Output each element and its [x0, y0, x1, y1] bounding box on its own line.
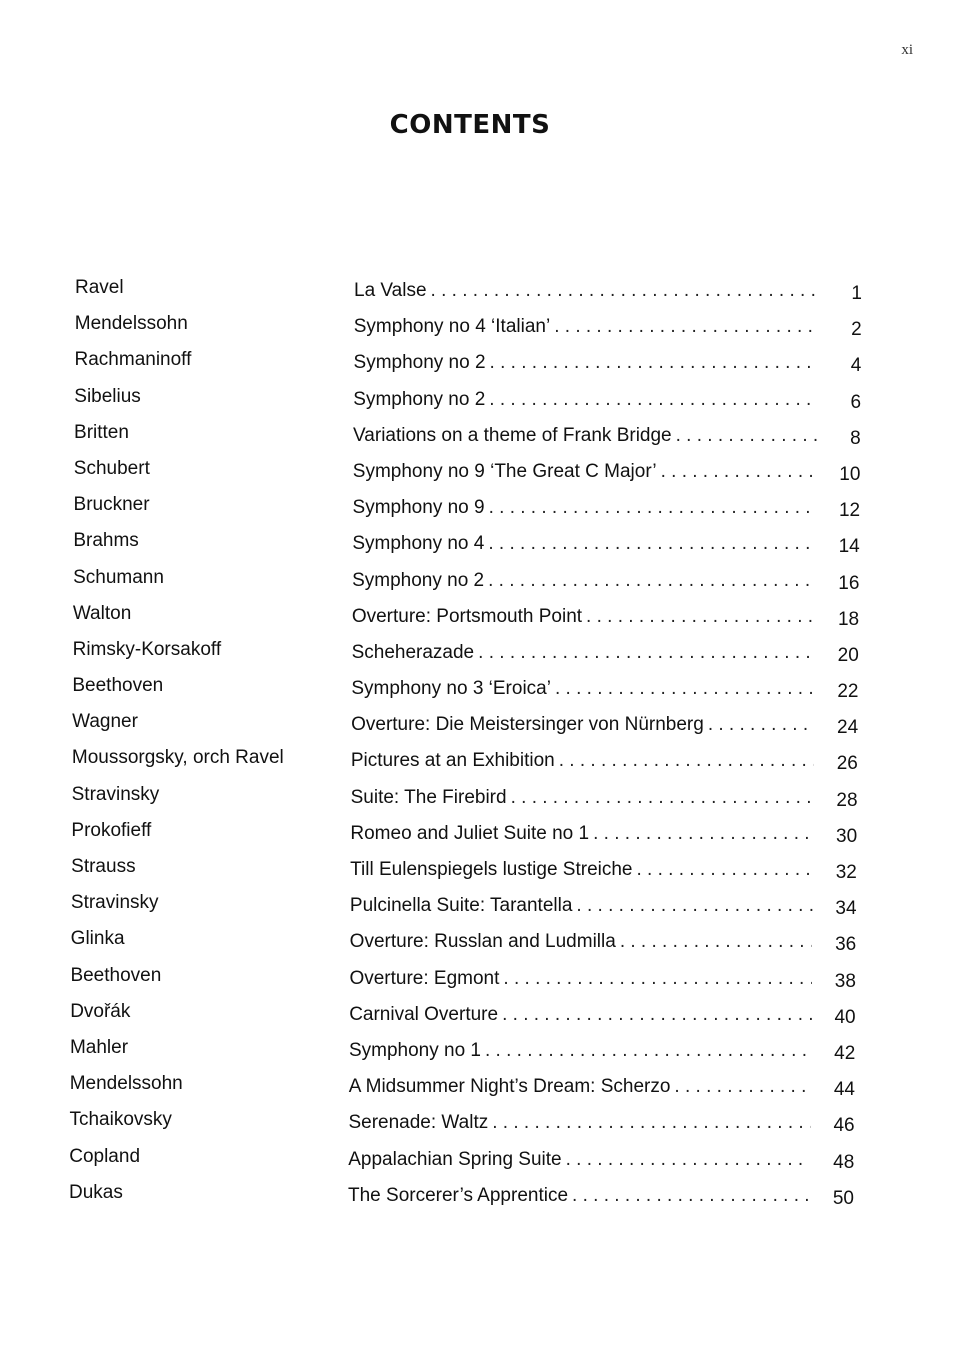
- work-title: The Sorcerer’s Apprentice: [348, 1184, 569, 1206]
- work-entry: [350, 822, 817, 846]
- toc-entry: [0, 457, 973, 493]
- composer-name: Sibelius: [74, 385, 141, 407]
- work-entry: [353, 388, 821, 412]
- toc-entry: [0, 276, 973, 312]
- work-title: Overture: Russlan and Ludmilla: [349, 931, 616, 953]
- composer-name: Schumann: [73, 566, 164, 588]
- work-entry: [350, 858, 817, 882]
- work-title: Pictures at an Exhibition: [350, 750, 555, 772]
- work-entry: [349, 1003, 815, 1027]
- page-number-ref: 8: [850, 427, 861, 449]
- dot-leader: [503, 967, 812, 991]
- toc-entry: [0, 710, 973, 746]
- toc-entry: [0, 674, 973, 710]
- dot-leader: [488, 569, 815, 593]
- composer-name: Bruckner: [73, 494, 150, 516]
- dot-leader: [566, 1148, 811, 1172]
- dot-leader: [485, 1039, 811, 1063]
- work-entry: [353, 424, 821, 448]
- work-entry: [350, 894, 817, 918]
- composer-name: Strauss: [71, 856, 136, 877]
- page-number-ref: 24: [837, 717, 859, 739]
- page-number-ref: 10: [839, 463, 861, 485]
- page-number: xi: [901, 42, 913, 58]
- toc-entry: [0, 385, 973, 421]
- dot-leader: [489, 496, 816, 520]
- toc-entry: [0, 493, 973, 529]
- work-entry: [354, 279, 822, 303]
- work-entry: [351, 749, 818, 773]
- work-title: Suite: The Firebird: [350, 786, 507, 808]
- composer-name: Moussorgsky, orch Ravel: [71, 747, 284, 769]
- page-number-ref: 22: [837, 681, 859, 703]
- work-title: Appalachian Spring Suite: [348, 1148, 562, 1170]
- composer-name: Stravinsky: [71, 783, 160, 805]
- toc-entry: [0, 566, 973, 602]
- dot-leader: [676, 424, 817, 448]
- toc-entry: [0, 1108, 973, 1144]
- page-number-ref: 32: [835, 862, 857, 883]
- work-title: Till Eulenspiegels lustige Streiche: [350, 859, 633, 880]
- work-title: Serenade: Waltz: [348, 1112, 489, 1134]
- dot-leader: [572, 1184, 810, 1208]
- work-entry: [353, 460, 821, 484]
- work-entry: [349, 1075, 815, 1099]
- page-number-ref: 40: [834, 1006, 856, 1028]
- page-number-ref: 20: [837, 644, 859, 666]
- composer-name: Beethoven: [72, 675, 164, 697]
- work-title: A Midsummer Night’s Dream: Scherzo: [348, 1076, 671, 1098]
- toc-entry: [0, 348, 973, 384]
- work-title: Symphony no 2: [353, 388, 486, 410]
- toc-entry: [0, 421, 973, 457]
- toc-entry: [0, 602, 973, 638]
- page-number-ref: 12: [838, 500, 861, 522]
- work-entry: [350, 930, 817, 954]
- dot-leader: [586, 605, 815, 629]
- page-number-ref: 44: [833, 1079, 855, 1101]
- dot-leader: [431, 279, 818, 303]
- dot-leader: [554, 315, 817, 339]
- composer-name: Mendelssohn: [74, 313, 188, 335]
- composer-name: Dvořák: [70, 1000, 131, 1022]
- toc-entry: [0, 746, 973, 782]
- composer-name: Ravel: [75, 277, 124, 298]
- dot-leader: [478, 641, 815, 665]
- dot-leader: [620, 930, 812, 954]
- toc-entry: [0, 891, 973, 927]
- dot-leader: [488, 532, 815, 556]
- work-entry: [348, 1184, 814, 1208]
- toc-entry: [0, 638, 973, 674]
- composer-name: Schubert: [73, 457, 150, 479]
- work-entry: [354, 315, 822, 339]
- composer-name: Rachmaninoff: [74, 349, 192, 371]
- composer-name: Stravinsky: [70, 892, 159, 914]
- toc-entry: [0, 1036, 973, 1072]
- work-entry: [353, 496, 821, 520]
- toc-entry: [0, 927, 973, 963]
- work-title: Pulcinella Suite: Tarantella: [349, 895, 573, 917]
- work-title: Variations on a theme of Frank Bridge: [353, 424, 672, 446]
- work-title: Symphony no 9: [352, 497, 485, 519]
- work-entry: [352, 532, 819, 556]
- page-number-ref: 14: [838, 536, 860, 558]
- page-number-ref: 2: [851, 319, 862, 341]
- composer-name: Mahler: [69, 1036, 129, 1058]
- work-entry: [348, 1111, 814, 1135]
- dot-leader: [708, 713, 814, 737]
- toc-entry: [0, 1000, 973, 1036]
- page-number-ref: 38: [834, 970, 856, 992]
- toc-entry: [0, 964, 973, 1000]
- dot-leader: [511, 786, 814, 810]
- work-title: Overture: Egmont: [349, 967, 500, 989]
- page-number-ref: 16: [838, 572, 860, 594]
- work-entry: [349, 1039, 815, 1063]
- work-title: Symphony no 2: [353, 352, 486, 374]
- dot-leader: [490, 351, 818, 375]
- toc-entry: [0, 1072, 973, 1108]
- page-number-ref: 6: [850, 391, 862, 413]
- page-number-ref: 4: [850, 355, 862, 377]
- page-number-ref: 28: [836, 789, 858, 811]
- page-number-ref: 34: [835, 898, 857, 920]
- page-number-ref: 48: [833, 1151, 855, 1173]
- work-title: La Valse: [354, 280, 427, 301]
- toc-entry: [0, 1181, 973, 1217]
- dot-leader: [674, 1075, 811, 1099]
- work-title: Scheherazade: [351, 641, 475, 663]
- dot-leader: [489, 388, 817, 412]
- page-number-ref: 30: [836, 825, 858, 847]
- work-title: Symphony no 3 ‘Eroica’: [351, 678, 551, 700]
- dot-leader: [636, 858, 812, 882]
- dot-leader: [502, 1003, 812, 1027]
- work-entry: [354, 351, 822, 375]
- dot-leader: [661, 460, 817, 484]
- work-title: Romeo and Juliet Suite no 1: [350, 822, 590, 844]
- work-entry: [351, 786, 818, 810]
- work-title: Symphony no 1: [348, 1039, 481, 1061]
- work-entry: [352, 605, 819, 629]
- dot-leader: [593, 822, 813, 846]
- work-title: Symphony no 4: [352, 533, 485, 555]
- work-entry: [351, 677, 818, 701]
- dot-leader: [576, 894, 812, 918]
- work-title: Symphony no 2: [352, 569, 485, 591]
- composer-name: Wagner: [72, 711, 138, 733]
- page-number-ref: 36: [835, 934, 857, 956]
- composer-name: Dukas: [69, 1181, 123, 1203]
- composer-name: Tchaikovsky: [69, 1109, 172, 1131]
- work-entry: [352, 569, 819, 593]
- composer-name: Prokofieff: [71, 819, 152, 841]
- page-title: CONTENTS: [389, 110, 551, 140]
- toc-entry: [0, 819, 973, 855]
- work-title: Overture: Portsmouth Point: [351, 605, 583, 627]
- work-entry: [348, 1148, 814, 1172]
- composer-name: Copland: [69, 1145, 141, 1167]
- composer-name: Mendelssohn: [69, 1073, 183, 1095]
- toc-entry: [0, 783, 973, 819]
- toc-entry: [0, 855, 973, 891]
- work-title: Symphony no 4 ‘Italian’: [353, 316, 551, 338]
- work-title: Overture: Die Meistersinger von Nürnberg: [351, 714, 704, 736]
- page-number-ref: 26: [836, 753, 858, 775]
- dot-leader: [492, 1111, 810, 1135]
- page-number-ref: 50: [832, 1187, 854, 1209]
- toc-entry: [0, 529, 973, 565]
- table-of-contents: [0, 276, 973, 1217]
- composer-name: Glinka: [70, 928, 125, 950]
- work-entry: [352, 641, 819, 665]
- composer-name: Beethoven: [70, 964, 162, 986]
- composer-name: Walton: [72, 602, 132, 624]
- toc-entry: [0, 312, 973, 348]
- dot-leader: [559, 749, 814, 773]
- composer-name: Rimsky-Korsakoff: [72, 638, 222, 660]
- page-number-ref: 46: [833, 1115, 855, 1137]
- toc-entry: [0, 1145, 973, 1181]
- work-title: Symphony no 9 ‘The Great C Major’: [352, 460, 657, 482]
- dot-leader: [555, 677, 815, 701]
- work-entry: [349, 967, 815, 991]
- page-number-ref: 42: [834, 1042, 856, 1064]
- work-title: Carnival Overture: [349, 1003, 499, 1025]
- composer-name: Britten: [74, 421, 129, 443]
- composer-name: Brahms: [73, 530, 139, 552]
- work-entry: [351, 713, 818, 737]
- page-number-ref: 1: [851, 283, 862, 304]
- page-number-ref: 18: [837, 608, 860, 630]
